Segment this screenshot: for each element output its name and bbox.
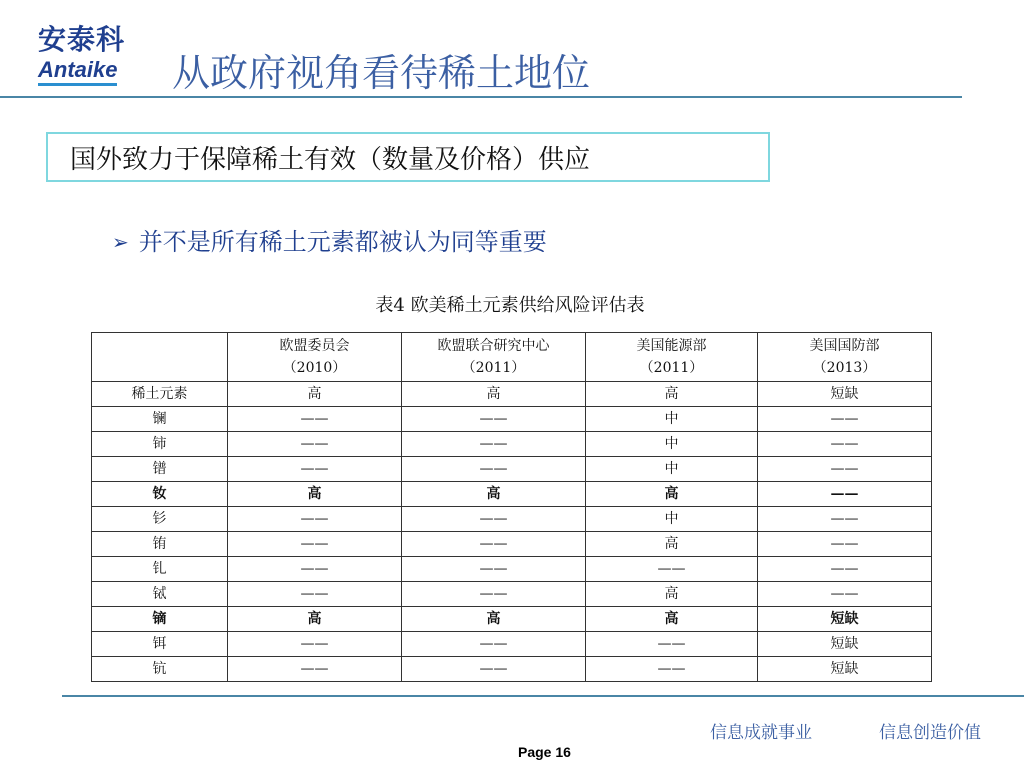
table-cell: 高 [586,532,758,557]
table-cell: —— [758,432,932,457]
table-row [92,607,932,632]
element-name-cell: 钪 [92,657,228,682]
header-line1: 欧盟委员会 [279,338,350,354]
table-row [92,457,932,482]
element-name-cell: 镝 [92,607,228,632]
element-name-cell: 钆 [92,557,228,582]
table-cell: —— [402,657,586,682]
table-header-row [92,333,932,382]
table-cell: —— [758,457,932,482]
header-cell [586,333,758,382]
bullet-point [112,226,547,258]
table-cell: 短缺 [758,382,932,407]
table-cell: —— [758,507,932,532]
table-cell: 高 [586,607,758,632]
table-cell: —— [402,582,586,607]
element-name-cell: 铒 [92,632,228,657]
table-cell: 短缺 [758,607,932,632]
table-row [92,507,932,532]
table-cell: —— [402,432,586,457]
header-line2: （2011） [639,360,704,376]
table-cell: 中 [586,457,758,482]
table-cell: —— [228,407,402,432]
table-cell: —— [228,632,402,657]
element-name-cell: 镧 [92,407,228,432]
table-cell: —— [402,557,586,582]
header-line1: 美国能源部 [636,338,707,354]
table-row [92,557,932,582]
table-cell: —— [228,432,402,457]
table-cell: —— [228,532,402,557]
footer-slogan-right: 信息创造价值 [879,723,981,743]
table-cell: —— [228,457,402,482]
table-cell: 中 [586,407,758,432]
page-number: Page 16 [518,744,571,760]
table-cell: —— [586,632,758,657]
header-line2: （2010） [282,360,347,376]
table-cell: 高 [586,482,758,507]
table-row [92,582,932,607]
header-cell [402,333,586,382]
table-cell: —— [758,557,932,582]
element-name-cell: 稀土元素 [92,382,228,407]
element-name-cell: 镨 [92,457,228,482]
table-cell: —— [402,532,586,557]
header-cell [758,333,932,382]
table-cell: 高 [228,482,402,507]
table-cell: —— [758,407,932,432]
table-cell: —— [228,582,402,607]
table-cell: —— [758,482,932,507]
table-cell: —— [402,457,586,482]
page-title: 从政府视角看待稀土地位 [172,51,591,95]
element-name-cell: 铈 [92,432,228,457]
table-caption: 表4 欧美稀土元素供给风险评估表 [375,295,645,316]
element-name-cell: 铽 [92,582,228,607]
table-row [92,657,932,682]
logo-cn-text: 安泰科 [38,23,126,56]
table-cell: 高 [228,382,402,407]
table-cell: 高 [586,382,758,407]
table-cell: 高 [228,607,402,632]
table-cell: —— [402,507,586,532]
header-cell [92,333,228,382]
table-cell: 短缺 [758,632,932,657]
footer-slogan-left: 信息成就事业 [710,723,812,743]
table-row [92,407,932,432]
logo-en-text: Antaike [38,58,117,86]
table-cell: 高 [402,607,586,632]
table-cell: —— [586,657,758,682]
table-cell: 高 [402,482,586,507]
risk-table [91,332,932,682]
table-cell: 高 [586,582,758,607]
table-cell: 中 [586,432,758,457]
table-cell: —— [758,582,932,607]
table-cell: —— [586,557,758,582]
table-cell: —— [402,632,586,657]
table-cell: 中 [586,507,758,532]
header-line2: （2013） [812,360,877,376]
table-cell: —— [758,532,932,557]
table-cell: —— [228,557,402,582]
element-name-cell: 铕 [92,532,228,557]
table-cell: 高 [402,382,586,407]
header-cell [228,333,402,382]
title-divider [0,96,962,98]
table-row [92,632,932,657]
bullet-text: 并不是所有稀土元素都被认为同等重要 [138,228,547,256]
element-name-cell: 钕 [92,482,228,507]
subtitle-box [46,132,770,182]
table-row [92,432,932,457]
table-row [92,482,932,507]
footer-divider [62,695,1024,697]
subtitle-text: 国外致力于保障稀土有效（数量及价格）供应 [70,144,591,175]
table-row [92,382,932,407]
header-line2: （2011） [461,360,526,376]
table-cell: —— [402,407,586,432]
table-row [92,532,932,557]
table-cell: —— [228,507,402,532]
header-line1: 欧盟联合研究中心 [437,338,550,354]
element-name-cell: 钐 [92,507,228,532]
table-cell: 短缺 [758,657,932,682]
table-cell: —— [228,657,402,682]
header-line1: 美国国防部 [809,338,880,354]
arrow-bullet-icon: ➢ [112,230,129,254]
